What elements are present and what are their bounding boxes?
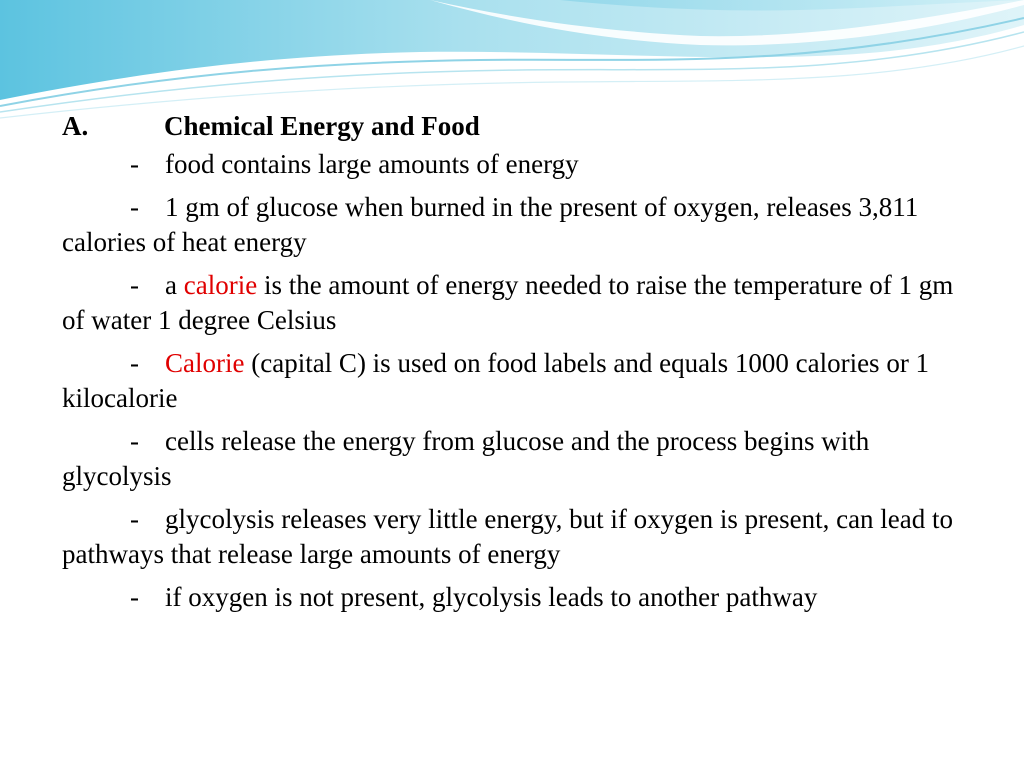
bullet-item xyxy=(62,424,962,494)
bullet-dash: - xyxy=(130,582,139,612)
bullet-text: 1 gm of glucose when burned in the present of oxygen, releases 3,811 calories of heat energy xyxy=(62,192,919,257)
bullet-item xyxy=(62,147,962,182)
section-title: Chemical Energy and Food xyxy=(164,111,480,141)
bullet-dash: - xyxy=(130,504,139,534)
bullet-item xyxy=(62,190,962,260)
bullet-text-post: is the amount of energy needed to raise the temperature of 1 gm of water 1 degree Celsius xyxy=(62,270,954,335)
bullet-text: if oxygen is not present, glycolysis leads to another pathway xyxy=(165,582,818,612)
bullet-item xyxy=(62,580,962,615)
bullet-dash: - xyxy=(130,426,139,456)
bullet-text: glycolysis releases very little energy, but if oxygen is present, can lead to pathways that release large amounts of energy xyxy=(62,504,954,569)
bullet-text: food contains large amounts of energy xyxy=(165,149,579,179)
section-letter: A. xyxy=(62,111,89,141)
bullet-text-post: (capital C) is used on food labels and equals 1000 calories or 1 kilocalorie xyxy=(62,348,930,413)
bullet-dash: - xyxy=(130,348,139,378)
highlight-term-calorie-capital: Calorie xyxy=(165,348,245,378)
slide-content xyxy=(62,106,962,623)
bullet-item xyxy=(62,268,962,338)
wave-band-main xyxy=(0,0,1024,100)
highlight-term-calorie: calorie xyxy=(183,270,258,300)
bullet-item xyxy=(62,346,962,416)
bullet-item xyxy=(62,502,962,572)
bullet-text: cells release the energy from glucose and the process begins with glycolysis xyxy=(62,426,870,491)
bullet-dash: - xyxy=(130,149,139,179)
bullet-text-pre: a xyxy=(165,270,184,300)
bullet-dash: - xyxy=(130,192,139,222)
section-heading xyxy=(62,106,962,146)
bullet-dash: - xyxy=(130,270,139,300)
